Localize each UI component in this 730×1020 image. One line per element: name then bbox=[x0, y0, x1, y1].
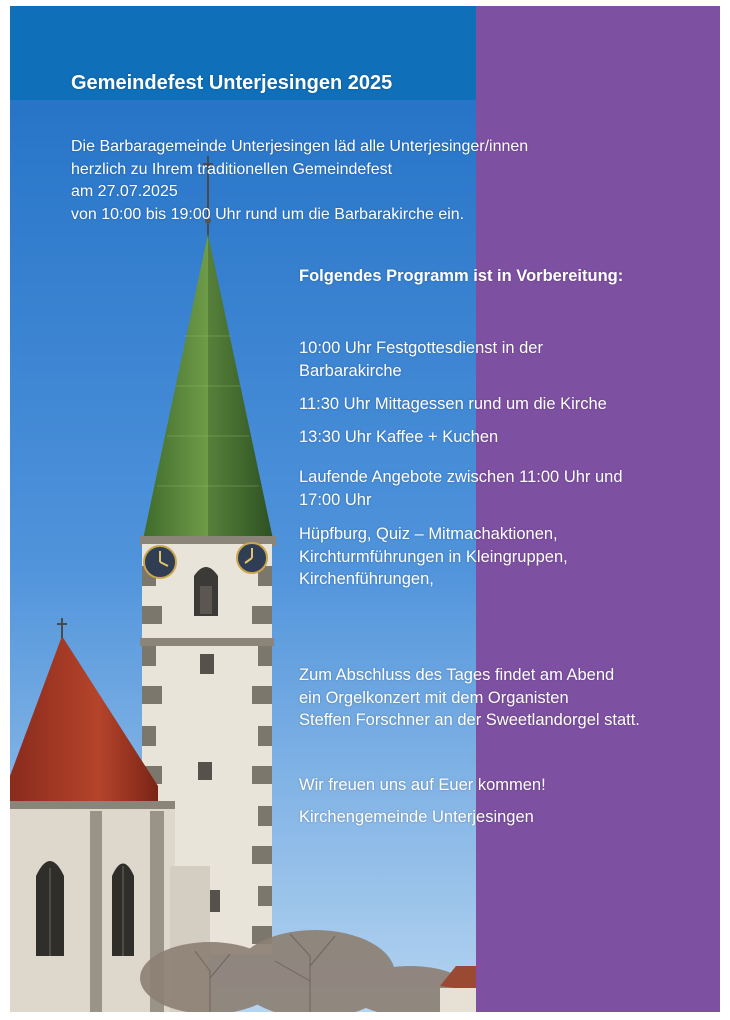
intro-line: Die Barbaragemeinde Unterjesingen läd alle Unterjesinger/innen bbox=[71, 138, 529, 155]
closing-text bbox=[299, 664, 640, 732]
intro-time: von 10:00 bis 19:00 Uhr rund um die Barbarakirche ein. bbox=[71, 205, 465, 223]
program-item-line: 11:30 Uhr Mittagessen rund um die Kirche bbox=[299, 394, 607, 413]
flyer bbox=[10, 6, 720, 1012]
intro-date: am 27.07.2025 bbox=[71, 183, 178, 200]
program-item-line: Kirchenführungen, bbox=[299, 570, 434, 588]
program-item bbox=[299, 337, 623, 382]
closing-line: Steffen Forschner an der Sweetlandorgel statt. bbox=[299, 711, 640, 729]
program-heading: Folgendes Programm ist in Vorbereitung: bbox=[299, 267, 624, 285]
signature: Kirchengemeinde Unterjesingen bbox=[299, 808, 534, 826]
program-item bbox=[299, 523, 623, 591]
program-list bbox=[299, 337, 623, 601]
program-item bbox=[299, 466, 623, 511]
program-item-line: Barbarakirche bbox=[299, 361, 402, 380]
program-item bbox=[299, 426, 623, 449]
intro-line: herzlich zu Ihrem traditionellen Gemeindefest bbox=[71, 160, 393, 178]
program-item-line: 17:00 Uhr bbox=[299, 490, 372, 509]
program-item-line: Hüpfburg, Quiz – Mitmachaktionen, bbox=[299, 525, 558, 543]
program-item bbox=[299, 393, 623, 416]
closing-line: Zum Abschluss des Tages findet am Abend bbox=[299, 666, 615, 684]
page-title: Gemeindefest Unterjesingen 2025 bbox=[71, 72, 393, 94]
closing-line: ein Orgelkonzert mit dem Organisten bbox=[299, 688, 569, 707]
program-item-line: Laufende Angebote zwischen 11:00 Uhr und bbox=[299, 468, 623, 486]
program-item-line: Kirchturmführungen in Kleingruppen, bbox=[299, 547, 568, 566]
greeting: Wir freuen uns auf Euer kommen! bbox=[299, 776, 546, 794]
program-item-line: 13:30 Uhr Kaffee + Kuchen bbox=[299, 427, 499, 446]
program-item-line: 10:00 Uhr Festgottesdienst in der bbox=[299, 339, 543, 357]
intro-text bbox=[71, 136, 528, 226]
